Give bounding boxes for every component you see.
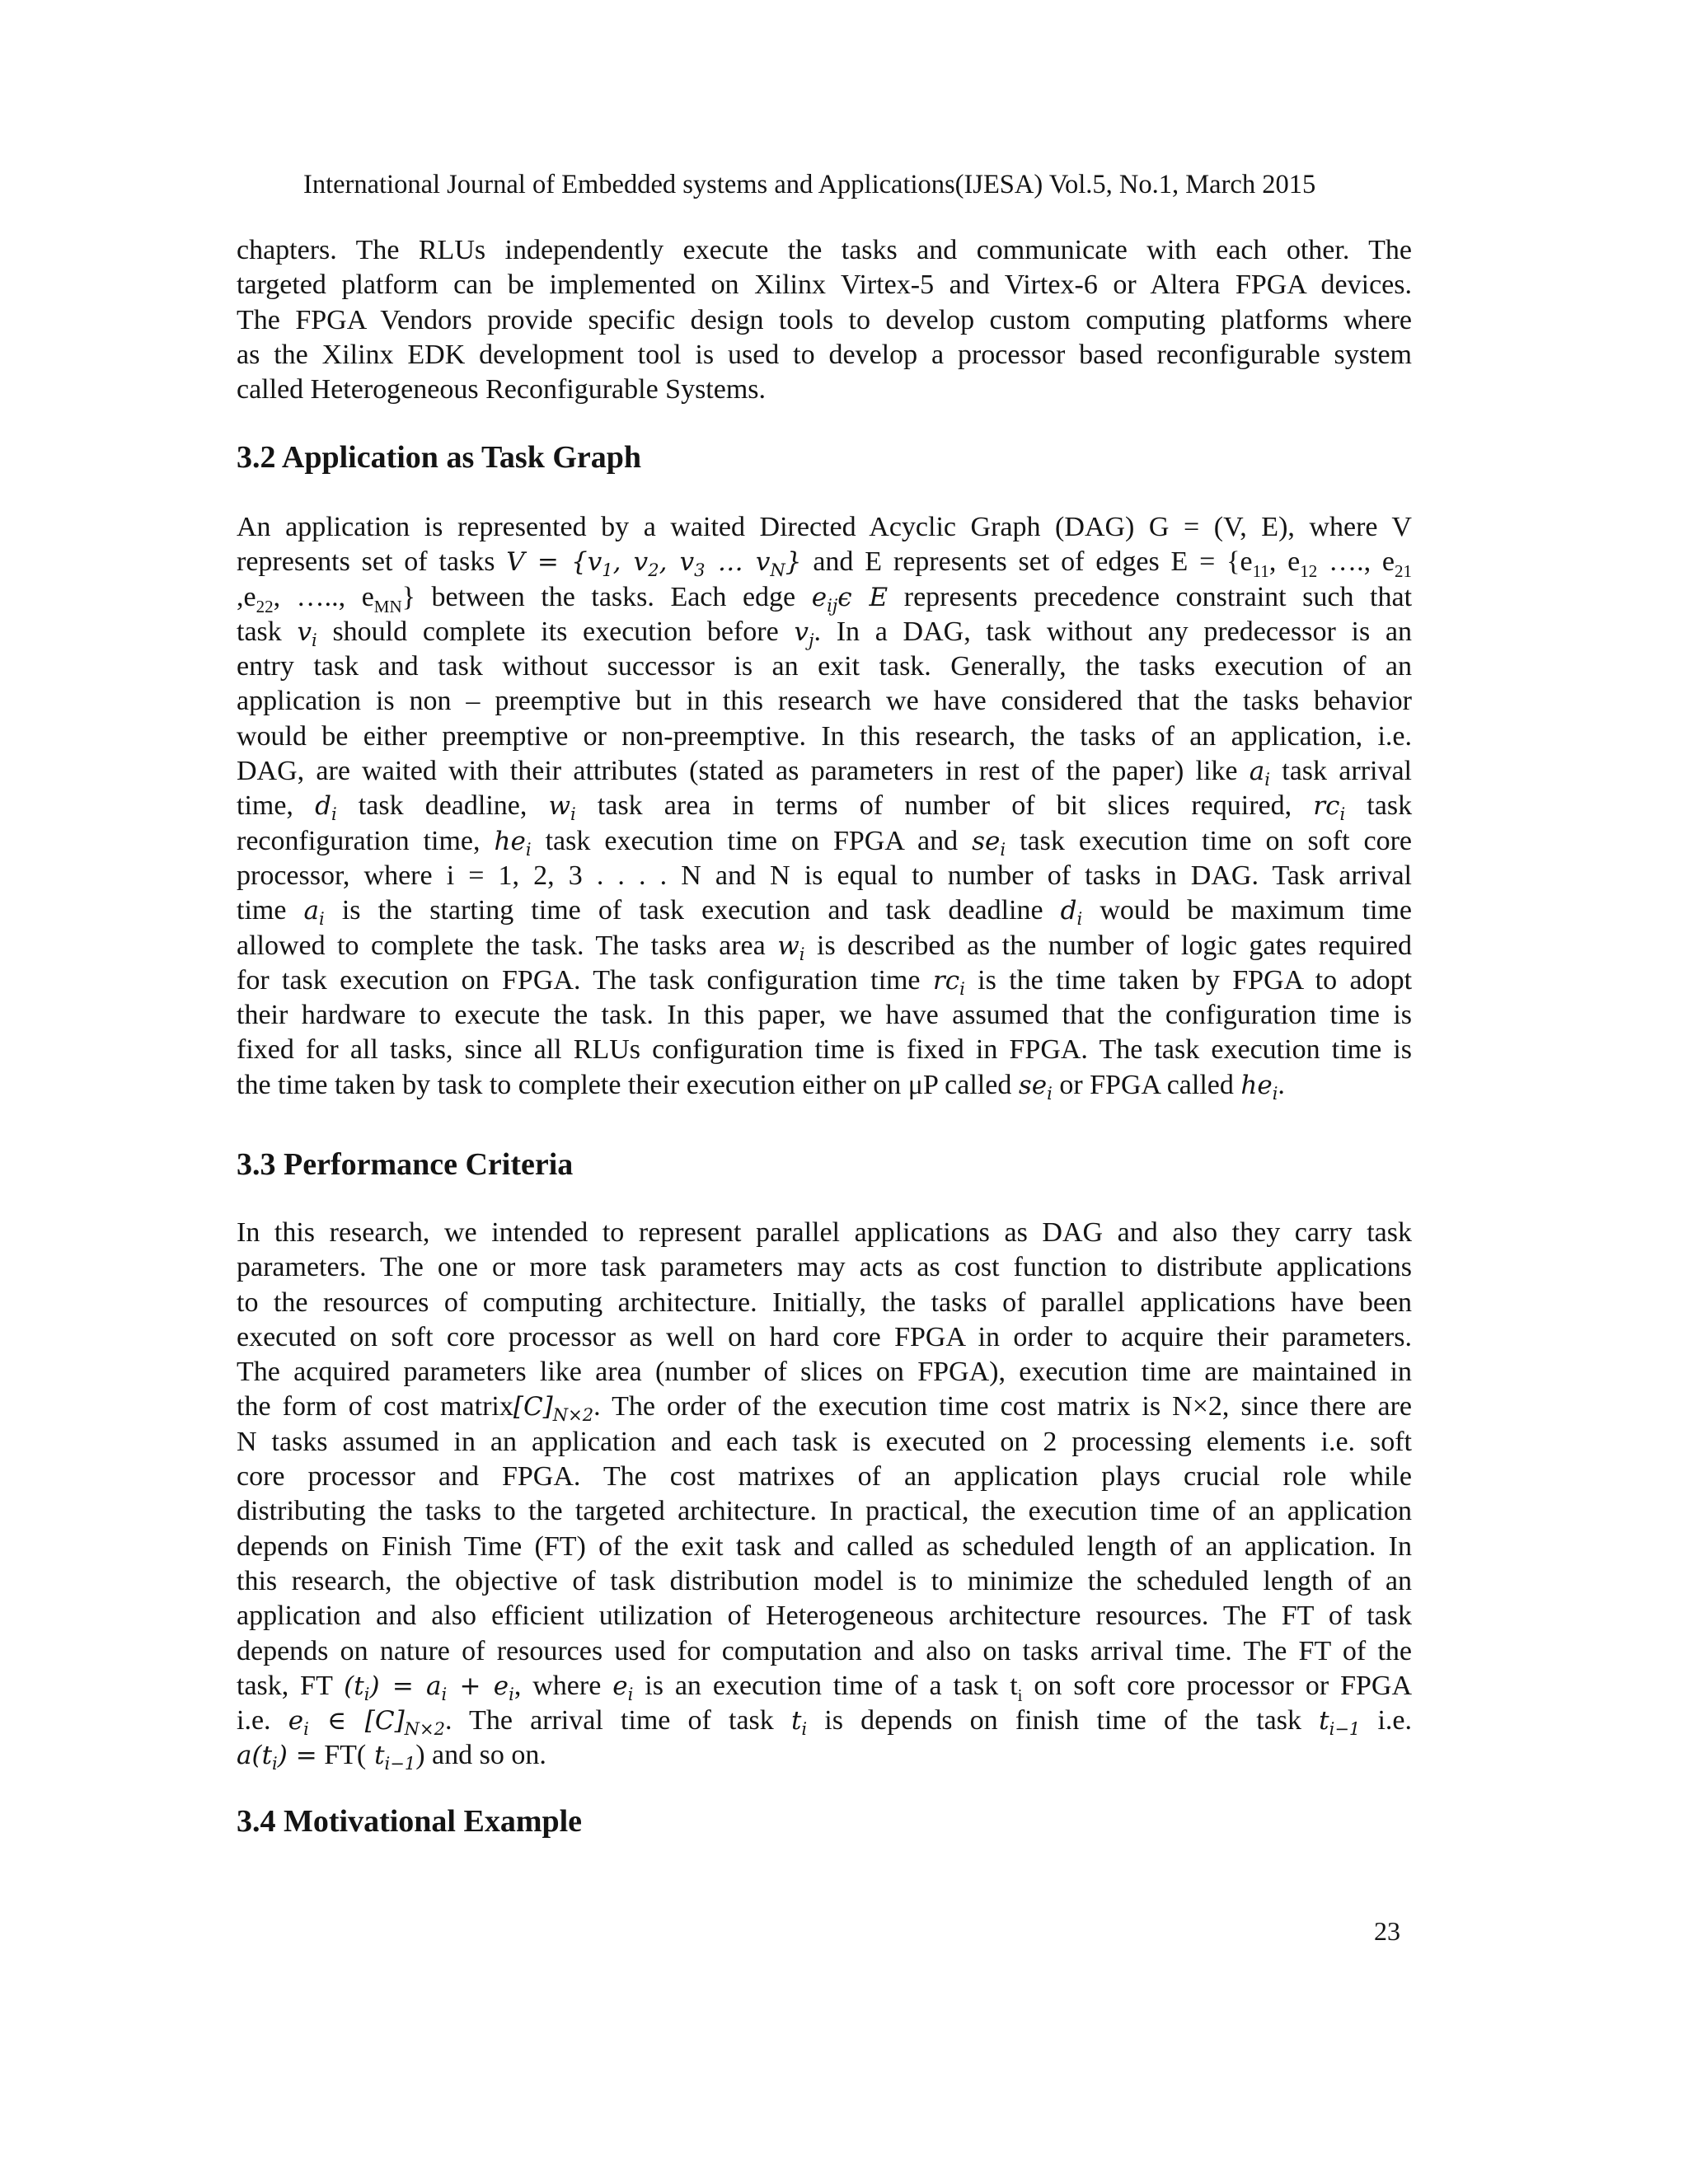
text-line: task $v_i$ should complete its execution before $v_j$. In a DAG, task without any predecessor is an (237, 616, 1413, 651)
text-line: $a(t_i) = FT$( $t_{i-1}$) and so on. (237, 1740, 546, 1774)
text-line: The acquired parameters like area (number of slices on FPGA), execution time are maintained in (237, 1357, 1412, 1388)
text-line: for task execution on FPGA. The task configuration time $rc_i$ is the time taken by FPGA to adopt (237, 964, 1413, 1000)
text-line: this research, the objective of task distribution model is to minimize the scheduled length of an (237, 1565, 1412, 1596)
intro-paragraph (237, 233, 1412, 407)
performance-criteria-paragraph (237, 1216, 1412, 1774)
text-line: time, $d_i$ task deadline, $w_i$ task area in terms of number of bit slices required, $rc_i$ task (237, 790, 1413, 825)
text-line: allowed to complete the task. The tasks area $w_i$ is described as the number of logic gates required (237, 930, 1413, 964)
text-line: parameters. The one or more task parameters may acts as cost function to distribute applications (237, 1252, 1412, 1283)
arrival-time-formula: $a(t_i)$ = (237, 1741, 317, 1774)
text-line: to the resources of computing architecture. Initially, the tasks of parallel applications have been (237, 1286, 1412, 1318)
text-line: distributing the tasks to the targeted architecture. In practical, the execution time of an application (237, 1496, 1412, 1527)
text-line: task, FT $(t_i) = a_i + e_i$, where $e_i$ is an execution time of a task $t_i$ on soft core processor or FPGA (237, 1670, 1413, 1705)
text-line: N tasks assumed in an application and each task is executed on 2 processing elements i.e. soft (237, 1426, 1412, 1457)
text-line: depends on Finish Time (FT) of the exit task and called as scheduled length of an application. In (237, 1530, 1412, 1562)
section-heading-3-3: 3.3 Performance Criteria (237, 1147, 574, 1182)
text-line: DAG, are waited with their attributes (stated as parameters in rest of the paper) like $a_i$ task arrival (237, 756, 1412, 790)
text-line: core processor and FPGA. The cost matrixes of an application plays crucial role while (237, 1461, 1412, 1493)
text-line: represents set of tasks $V = \{v_1$, $v_2$, $v_3$ … $v_N$} and E represents set of edges $E = \{e_{11}$, $e_{12}$ …., $e_{21}$ (237, 546, 1413, 582)
text-line: called Heterogeneous Reconfigurable Systems. (237, 374, 767, 405)
text-line: i.e. $e_i$ ∈ $[C]_{N\times 2}$. The arrival time of task $t_i$ is depends on finish time of the task $t_{i-1}$ i.e. (237, 1705, 1412, 1740)
text-line: depends on nature of resources used for computation and also on tasks arrival time. The FT of the (237, 1635, 1412, 1666)
running-header: International Journal of Embedded systems and Applications(IJESA) Vol.5, No.1, March 2015 (303, 170, 1316, 199)
text-line: chapters. The RLUs independently execute the tasks and communicate with each other. The (237, 235, 1412, 265)
finish-time-formula: $(t_i) = a_i + e_i$ (344, 1671, 514, 1705)
edge-formula: $e_{ij}\epsilon$ E (811, 582, 889, 616)
text-line: The FPGA Vendors provide specific design tools to develop custom computing platforms where (237, 304, 1412, 335)
text-line: fixed for all tasks, since all RLUs configuration time is fixed in FPGA. The task execution time is (237, 1034, 1412, 1066)
section-heading-3-2: 3.2 Application as Task Graph (237, 440, 642, 475)
text-line: reconfiguration time, $he_i$ task execution time on FPGA and $se_i$ task execution time on soft core (237, 825, 1413, 860)
page-number: 23 (1374, 1916, 1400, 1946)
text-line: entry task and task without successor is an exit task. Generally, the tasks execution of an (237, 651, 1412, 682)
section-heading-3-4: 3.4 Motivational Example (237, 1804, 583, 1839)
task-graph-paragraph (237, 510, 1412, 1103)
cost-matrix-formula: $[C]_{N\times 2}$ (513, 1392, 594, 1426)
text-line: $,e_{22}$, ….., $e_{MN}$} between the tasks. Each edge $e_{ij}\epsilon$ E represents precedence constraint such that (237, 581, 1413, 616)
text-line: An application is represented by a waited Directed Acyclic Graph (DAG) G = (V, E), where V (237, 512, 1412, 542)
text-line: as the Xilinx EDK development tool is used to develop a processor based reconfigurable system (237, 339, 1412, 370)
task-set-formula: $V = \{v_1$, $v_2$, $v_3$ … $v_N$} (506, 547, 802, 581)
text-line: the time taken by task to complete their execution either on μP called $se_i$ or FPGA called $he_i$. (237, 1069, 1285, 1104)
text-line: application is non – preemptive but in this research we have considered that the tasks behavior (237, 686, 1412, 717)
text-line: time $a_i$ is the starting time of task execution and task deadline $d_i$ would be maximum time (237, 895, 1412, 930)
text-line: their hardware to execute the task. In this paper, we have assumed that the configuration time is (237, 1000, 1412, 1031)
text-line: processor, where i = 1, 2, 3 . . . . N and N is equal to number of tasks in DAG. Task arrival (237, 860, 1412, 891)
text-line: executed on soft core processor as well on hard core FPGA in order to acquire their parameters. (237, 1321, 1412, 1352)
text-line: targeted platform can be implemented on Xilinx Virtex-5 and Virtex-6 or Altera FPGA devices. (237, 269, 1412, 301)
text-line: application and also efficient utilization of Heterogeneous architecture resources. The FT of task (237, 1601, 1412, 1632)
text-line: the form of cost $matrix[C]_{N\times 2}$. The order of the execution time cost matrix is N×2, since there are (237, 1391, 1412, 1426)
text-line: In this research, we intended to represent parallel applications as DAG and also they carry task (237, 1217, 1412, 1248)
text-line: would be either preemptive or non-preemptive. In this research, the tasks of an application, i.e. (237, 720, 1412, 752)
